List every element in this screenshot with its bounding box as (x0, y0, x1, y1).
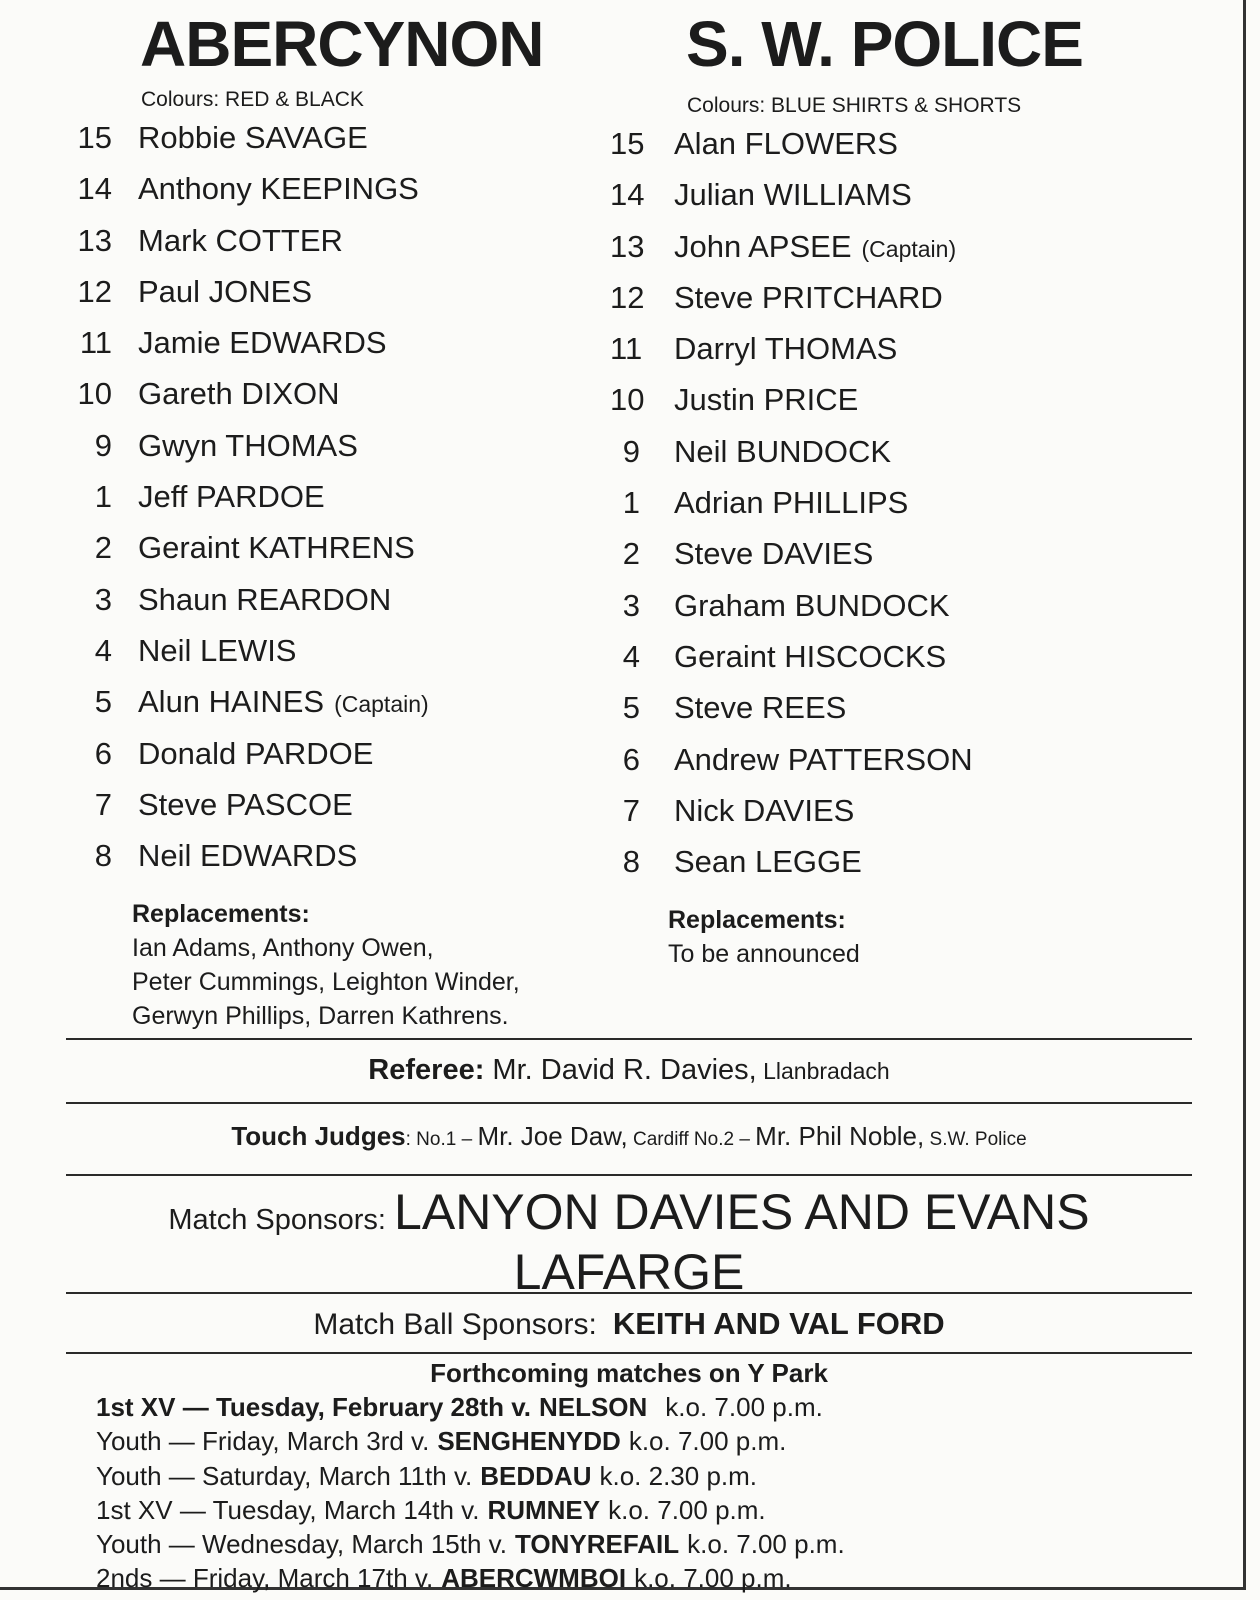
player-number: 5 (622, 690, 640, 726)
touch-judge-2-place: S.W. Police (924, 1129, 1027, 1150)
replacement-line: Gerwyn Phillips, Darren Kathrens. (132, 1002, 509, 1031)
player-name: Robbie SAVAGE (138, 120, 368, 155)
player-number: 10 (77, 376, 112, 412)
player-row (610, 588, 1210, 639)
player-row (610, 331, 1210, 382)
fixture-opponent: BEDDAU (480, 1460, 592, 1491)
fixture-sep: — (175, 1392, 216, 1422)
fixture-date: Tuesday, March 14th v. (212, 1494, 480, 1525)
fixture-ko: k.o. 7.00 p.m. (634, 1563, 792, 1594)
player-name: Anthony KEEPINGS (138, 171, 419, 207)
touch-judge-1-label: : No.1 – (405, 1129, 478, 1150)
captain-note: (Captain) (861, 235, 957, 262)
player-name: John APSEE (674, 228, 852, 264)
player-number: 9 (622, 433, 640, 469)
player-name: Andrew PATTERSON (674, 741, 973, 777)
player-row (68, 120, 628, 171)
fixture-sep: — (152, 1563, 193, 1594)
captain-note: (Captain) (334, 691, 429, 718)
player-number: 5 (94, 684, 112, 720)
fixture-row (96, 1459, 845, 1493)
player-name: Graham BUNDOCK (674, 587, 950, 623)
player-number: 14 (610, 177, 645, 213)
player-number: 13 (77, 222, 112, 258)
divider (66, 1174, 1192, 1176)
divider (66, 1352, 1192, 1354)
home-team-section (68, 0, 628, 1033)
fixtures-title: Forthcoming matches on Y Park (430, 1358, 828, 1388)
player-row (610, 434, 1210, 485)
away-team-name: S. W. POLICE (686, 8, 1083, 80)
player-row (68, 325, 628, 376)
away-roster (610, 126, 1210, 895)
fixture-opponent: NELSON (538, 1392, 648, 1422)
fixture-date: Wednesday, March 15th v. (202, 1529, 507, 1560)
player-row (68, 787, 628, 838)
player-number: 6 (94, 735, 112, 771)
replacement-line: Ian Adams, Anthony Owen, (132, 934, 434, 963)
divider (66, 1102, 1192, 1104)
player-name: Darryl THOMAS (674, 331, 898, 367)
player-name: Jeff PARDOE (138, 479, 325, 515)
player-name: Steve DAVIES (674, 536, 874, 572)
player-name: Alan FLOWERS (674, 126, 898, 161)
home-team-name: ABERCYNON (140, 8, 544, 80)
player-row (610, 844, 1210, 895)
fixture-opponent: TONYREFAIL (514, 1529, 680, 1560)
player-name: Jamie EDWARDS (138, 325, 387, 361)
fixture-team: Youth (96, 1426, 162, 1457)
ball-sponsors-name: KEITH AND VAL FORD (612, 1306, 945, 1341)
player-number: 1 (622, 485, 640, 521)
player-number: 13 (610, 228, 645, 264)
fixture-sep: — (161, 1529, 203, 1560)
player-row (68, 428, 628, 479)
fixture-date: Saturday, March 11th v. (202, 1460, 473, 1491)
away-team-colours: Colours: BLUE SHIRTS & SHORTS (687, 94, 1022, 117)
match-sponsor-name-2: LAFARGE (513, 1244, 745, 1300)
player-number: 15 (610, 126, 645, 161)
player-row (610, 536, 1210, 587)
referee-place: Llanbradach (756, 1058, 890, 1084)
player-name: Neil EDWARDS (138, 838, 358, 874)
fixture-team: 2nds (96, 1563, 153, 1594)
player-number: 11 (79, 325, 112, 361)
player-number: 7 (622, 792, 640, 828)
fixture-team: 1st XV (96, 1392, 176, 1422)
player-row (68, 633, 628, 684)
fixture-sep: — (172, 1494, 213, 1525)
home-replacements (132, 897, 628, 1033)
player-name: Geraint HISCOCKS (674, 638, 947, 674)
home-team-colours: Colours: RED & BLACK (141, 88, 364, 111)
player-name: Paul JONES (138, 273, 313, 309)
fixture-row (96, 1424, 845, 1458)
touch-judge-1-name: Mr. Joe Daw, (477, 1121, 628, 1151)
fixture-opponent: SENGHENYDD (437, 1426, 621, 1457)
divider (66, 1292, 1192, 1294)
player-name: Steve PRITCHARD (674, 279, 943, 315)
player-row (68, 684, 628, 735)
player-row (68, 530, 628, 581)
player-number: 2 (622, 536, 640, 572)
fixture-ko: k.o. 7.00 p.m. (608, 1494, 766, 1525)
fixture-date: Friday, March 3rd v. (202, 1426, 430, 1457)
player-row (610, 126, 1210, 177)
fixture-ko: k.o. 7.00 p.m. (628, 1426, 787, 1457)
fixture-row (96, 1493, 845, 1527)
player-number: 1 (94, 479, 112, 515)
player-number: 12 (77, 273, 112, 309)
player-name: Adrian PHILLIPS (674, 485, 909, 521)
fixture-row (96, 1527, 845, 1561)
player-row (610, 280, 1210, 331)
fixture-team: Youth (96, 1529, 162, 1560)
player-name: Steve REES (674, 690, 847, 726)
fixture-ko: k.o. 7.00 p.m. (687, 1529, 845, 1560)
player-row (68, 223, 628, 274)
player-name: Neil LEWIS (138, 632, 297, 668)
player-number: 6 (622, 741, 640, 777)
fixture-opponent: ABERCWMBOI (441, 1563, 627, 1594)
player-row (68, 838, 628, 889)
fixtures-list (96, 1390, 845, 1596)
player-row (68, 171, 628, 222)
player-row (68, 274, 628, 325)
player-number: 14 (77, 171, 112, 207)
fixture-ko: k.o. 2.30 p.m. (599, 1460, 758, 1491)
ball-sponsors-line (66, 1306, 1192, 1342)
fixture-row (96, 1390, 845, 1424)
player-name: Alun HAINES (138, 684, 325, 720)
player-row (610, 382, 1210, 433)
player-name: Sean LEGGE (674, 844, 862, 880)
divider (66, 1038, 1192, 1040)
player-row (68, 479, 628, 530)
player-row (68, 582, 628, 633)
replacement-line: To be announced (668, 940, 860, 969)
player-number: 8 (622, 844, 640, 880)
player-row (610, 793, 1210, 844)
player-name: Gareth DIXON (138, 376, 340, 412)
player-row (610, 742, 1210, 793)
player-name: Julian WILLIAMS (674, 177, 912, 213)
player-name: Geraint KATHRENS (138, 530, 415, 566)
away-replacements (668, 903, 1210, 971)
player-number: 15 (77, 120, 112, 155)
player-number: 8 (94, 838, 112, 874)
player-number: 7 (94, 786, 112, 822)
player-number: 3 (622, 587, 640, 623)
player-number: 2 (94, 530, 112, 566)
player-row (610, 485, 1210, 536)
player-number: 4 (94, 632, 112, 668)
player-name: Nick DAVIES (674, 792, 855, 828)
away-replacements-list (668, 937, 1210, 971)
referee-line (66, 1054, 1192, 1087)
referee-name: Mr. David R. Davies, (484, 1054, 757, 1086)
fixture-team: Youth (96, 1460, 162, 1491)
fixture-ko: k.o. 7.00 p.m. (665, 1392, 823, 1422)
fixture-sep: — (161, 1426, 203, 1457)
player-name: Gwyn THOMAS (138, 427, 358, 463)
player-row (68, 376, 628, 427)
player-number: 10 (610, 382, 645, 418)
player-row (610, 690, 1210, 741)
fixture-sep: — (161, 1460, 203, 1491)
away-replacements-title: Replacements: (668, 906, 846, 935)
fixture-date: Friday, March 17th v. (192, 1563, 434, 1594)
match-sponsor-name-1: LANYON DAVIES AND EVANS (394, 1184, 1090, 1240)
touch-judges-label: Touch Judges (231, 1121, 406, 1151)
fixture-opponent: RUMNEY (487, 1494, 601, 1525)
home-replacements-list (132, 931, 628, 1033)
player-name: Neil BUNDOCK (674, 433, 892, 469)
replacement-line: Peter Cummings, Leighton Winder, (132, 968, 520, 997)
touch-judge-2-name: Mr. Phil Noble, (755, 1121, 925, 1151)
home-replacements-title: Replacements: (132, 900, 310, 929)
player-row (610, 639, 1210, 690)
player-name: Donald PARDOE (138, 735, 374, 771)
player-name: Justin PRICE (674, 382, 859, 418)
player-name: Steve PASCOE (138, 786, 353, 822)
fixture-team: 1st XV (96, 1494, 173, 1525)
player-name: Mark COTTER (138, 222, 343, 258)
player-row (610, 177, 1210, 228)
touch-judges-line (66, 1121, 1192, 1152)
fixture-row (96, 1561, 845, 1595)
player-row (610, 229, 1210, 280)
player-number: 12 (610, 279, 645, 315)
touch-judge-2-label: Cardiff No.2 – (627, 1129, 756, 1150)
player-number: 4 (622, 638, 640, 674)
away-team-section (610, 0, 1210, 971)
player-number: 3 (94, 581, 112, 617)
player-number: 9 (94, 427, 112, 463)
player-number: 11 (610, 331, 643, 367)
player-row (68, 736, 628, 787)
fixture-date: Tuesday, February 28th v. (215, 1392, 531, 1422)
match-sponsors-block (66, 1186, 1192, 1298)
match-sponsors-label: Match Sponsors: (168, 1204, 395, 1236)
home-roster (68, 120, 628, 889)
player-name: Shaun REARDON (138, 581, 392, 617)
referee-label: Referee: (368, 1054, 485, 1086)
ball-sponsors-label: Match Ball Sponsors: (313, 1308, 597, 1341)
